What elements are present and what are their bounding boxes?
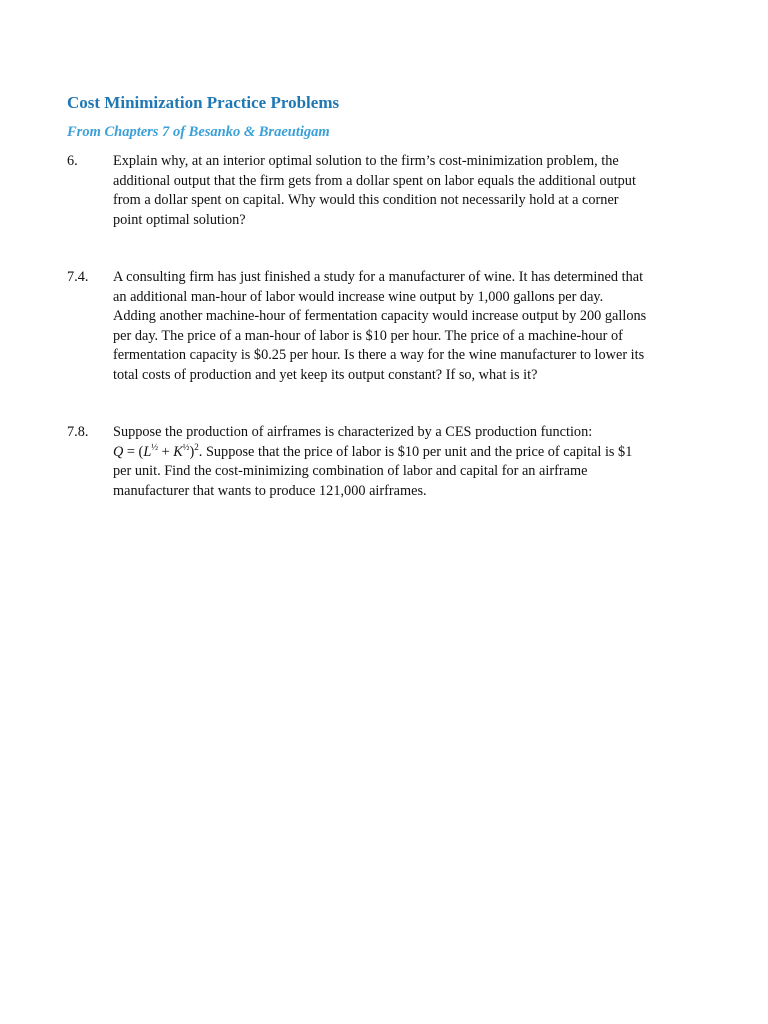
problem-line: point optimal solution?	[113, 211, 246, 228]
problem-line: per unit. Find the cost-minimizing combination of labor and capital for an airframe	[113, 463, 588, 479]
equation-k-exponent: ½	[182, 441, 190, 452]
problem-line: additional output that the firm gets from a dollar spent on labor equals the additional output	[113, 172, 636, 189]
problem-number: 6.	[67, 153, 78, 169]
document-subtitle: From Chapters 7 of Besanko & Braeutigam	[67, 124, 330, 140]
equation-k: K	[173, 443, 183, 460]
problem-line: Explain why, at an interior optimal solution to the firm’s cost-minimization problem, the	[113, 153, 619, 169]
problem-line: an additional man-hour of labor would increase wine output by 1,000 gallons per day.	[113, 288, 604, 305]
equation-equals: = (	[123, 443, 144, 460]
problem-line: Suppose the production of airframes is characterized by a CES production function:	[113, 424, 593, 440]
problem-line: per day. The price of a man-hour of labor is $10 per hour. The price of a machine-hour of	[113, 327, 623, 344]
equation-close: )	[189, 443, 195, 460]
equation-q: Q	[113, 443, 124, 460]
equation-l-exponent: ½	[151, 441, 159, 452]
equation-tail: . Suppose that the price of labor is $10 per unit and the price of capital is $1	[198, 443, 633, 460]
problem-line: manufacturer that wants to produce 121,000 airframes.	[113, 482, 427, 499]
problem-text	[113, 152, 687, 230]
problem-line: Adding another machine-hour of fermentation capacity would increase output by 200 gallons	[113, 308, 647, 324]
equation-l: L	[143, 443, 152, 460]
problem-line: total costs of production and yet keep its output constant? If so, what is it?	[113, 366, 538, 383]
problem-number: 7.4.	[67, 269, 89, 285]
problem-line: from a dollar spent on capital. Why would this condition not necessarily hold at a corner	[113, 192, 619, 208]
equation-outer-exponent: 2	[194, 441, 199, 452]
problem-text	[113, 423, 687, 501]
problem-text	[113, 268, 687, 385]
equation-line	[113, 443, 687, 463]
problem-number: 7.8.	[67, 424, 89, 440]
problem-line: A consulting firm has just finished a study for a manufacturer of wine. It has determined that	[113, 269, 644, 285]
document-title: Cost Minimization Practice Problems	[67, 93, 340, 112]
equation-plus: +	[158, 443, 174, 460]
problem-line: fermentation capacity is $0.25 per hour. Is there a way for the wine manufacturer to lower its	[113, 347, 645, 363]
